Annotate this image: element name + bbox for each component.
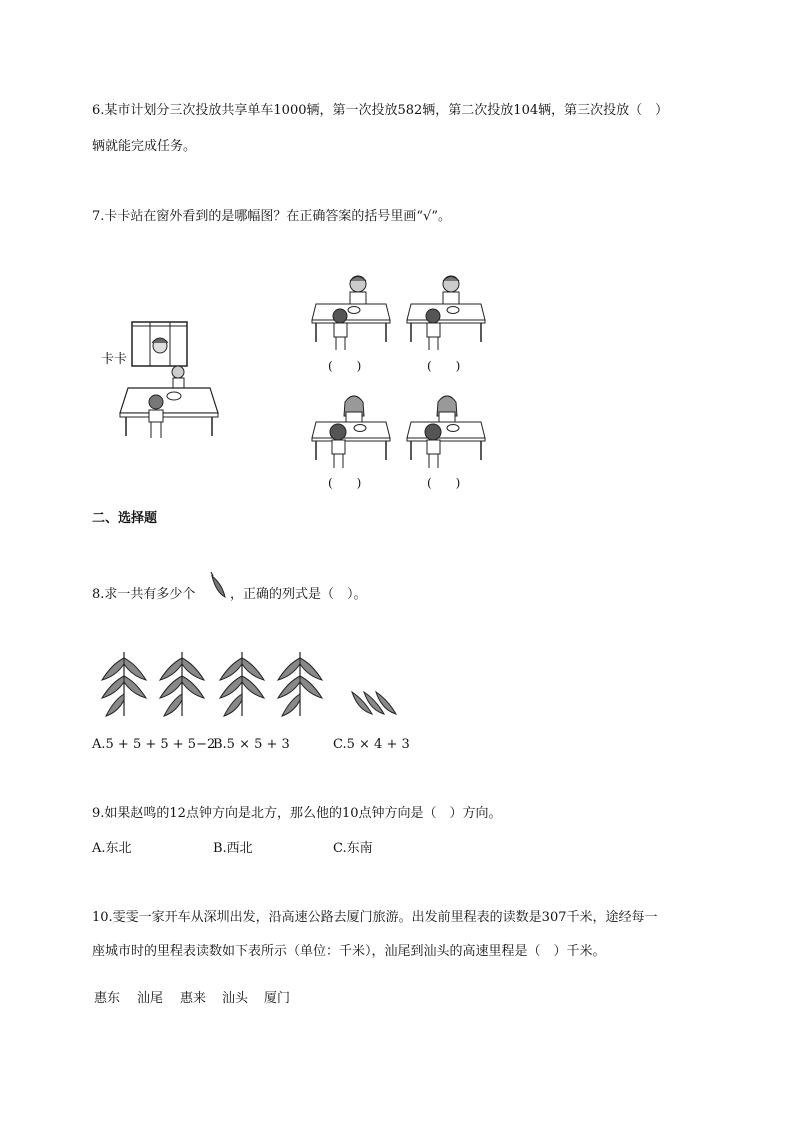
- q7-blank-1[interactable]: ( ): [328, 359, 362, 373]
- q7-blank-3[interactable]: ( ): [328, 476, 362, 490]
- kaka-window-illustration: [98, 318, 228, 443]
- q9-option-a[interactable]: A.东北: [92, 841, 132, 856]
- q7-option-image-1: [308, 272, 393, 354]
- q6-line-1: 6.某市计划分三次投放共享单车1000辆，第一次投放582辆，第二次投放104辆，第三次投放（ ）: [92, 103, 669, 118]
- city-shanwei: 汕尾: [137, 991, 164, 1006]
- q10-line-2: 座城市时的里程表读数如下表所示（单位：千米），汕尾到汕头的高速里程是（ ）千米。: [92, 944, 606, 959]
- city-xiamen: 厦门: [264, 991, 291, 1006]
- q7-option-image-4: [403, 390, 488, 472]
- q7-option-image-3: [308, 390, 393, 472]
- q8-text-after: ，正确的列式是（ ）。: [230, 587, 367, 602]
- kaka-label: 卡卡: [101, 352, 128, 367]
- city-huilai: 惠来: [180, 991, 207, 1006]
- q10-line-1: 10.雯雯一家开车从深圳出发，沿高速公路去厦门旅游。出发前里程表的读数是307千米，途经每一: [92, 910, 658, 925]
- pepper-bunches-illustration: [98, 650, 408, 722]
- q7-blank-4[interactable]: ( ): [427, 476, 461, 490]
- city-huidong: 惠东: [94, 991, 121, 1006]
- q7-text: 7.卡卡站在窗外看到的是哪幅图？在正确答案的括号里画“√”。: [92, 209, 451, 224]
- pepper-icon: [206, 570, 228, 600]
- q8-option-c[interactable]: C.5 × 4 + 3: [333, 737, 410, 752]
- q9-option-c[interactable]: C.东南: [333, 841, 373, 856]
- q9-option-b[interactable]: B.西北: [213, 841, 253, 856]
- q7-option-image-2: [403, 272, 488, 354]
- q8-option-a[interactable]: A.5 + 5 + 5 + 5−2: [92, 737, 216, 752]
- city-shantou: 汕头: [222, 991, 249, 1006]
- section-title: 二、选择题: [92, 511, 158, 526]
- q7-blank-2[interactable]: ( ): [427, 359, 461, 373]
- q6-line-2: 辆就能完成任务。: [92, 139, 197, 154]
- q9-text: 9.如果赵鸣的12点钟方向是北方，那么他的10点钟方向是（ ）方向。: [92, 806, 502, 821]
- q8-option-b[interactable]: B.5 × 5 + 3: [213, 737, 290, 752]
- q8-text-before: 8.求一共有多少个: [92, 587, 196, 602]
